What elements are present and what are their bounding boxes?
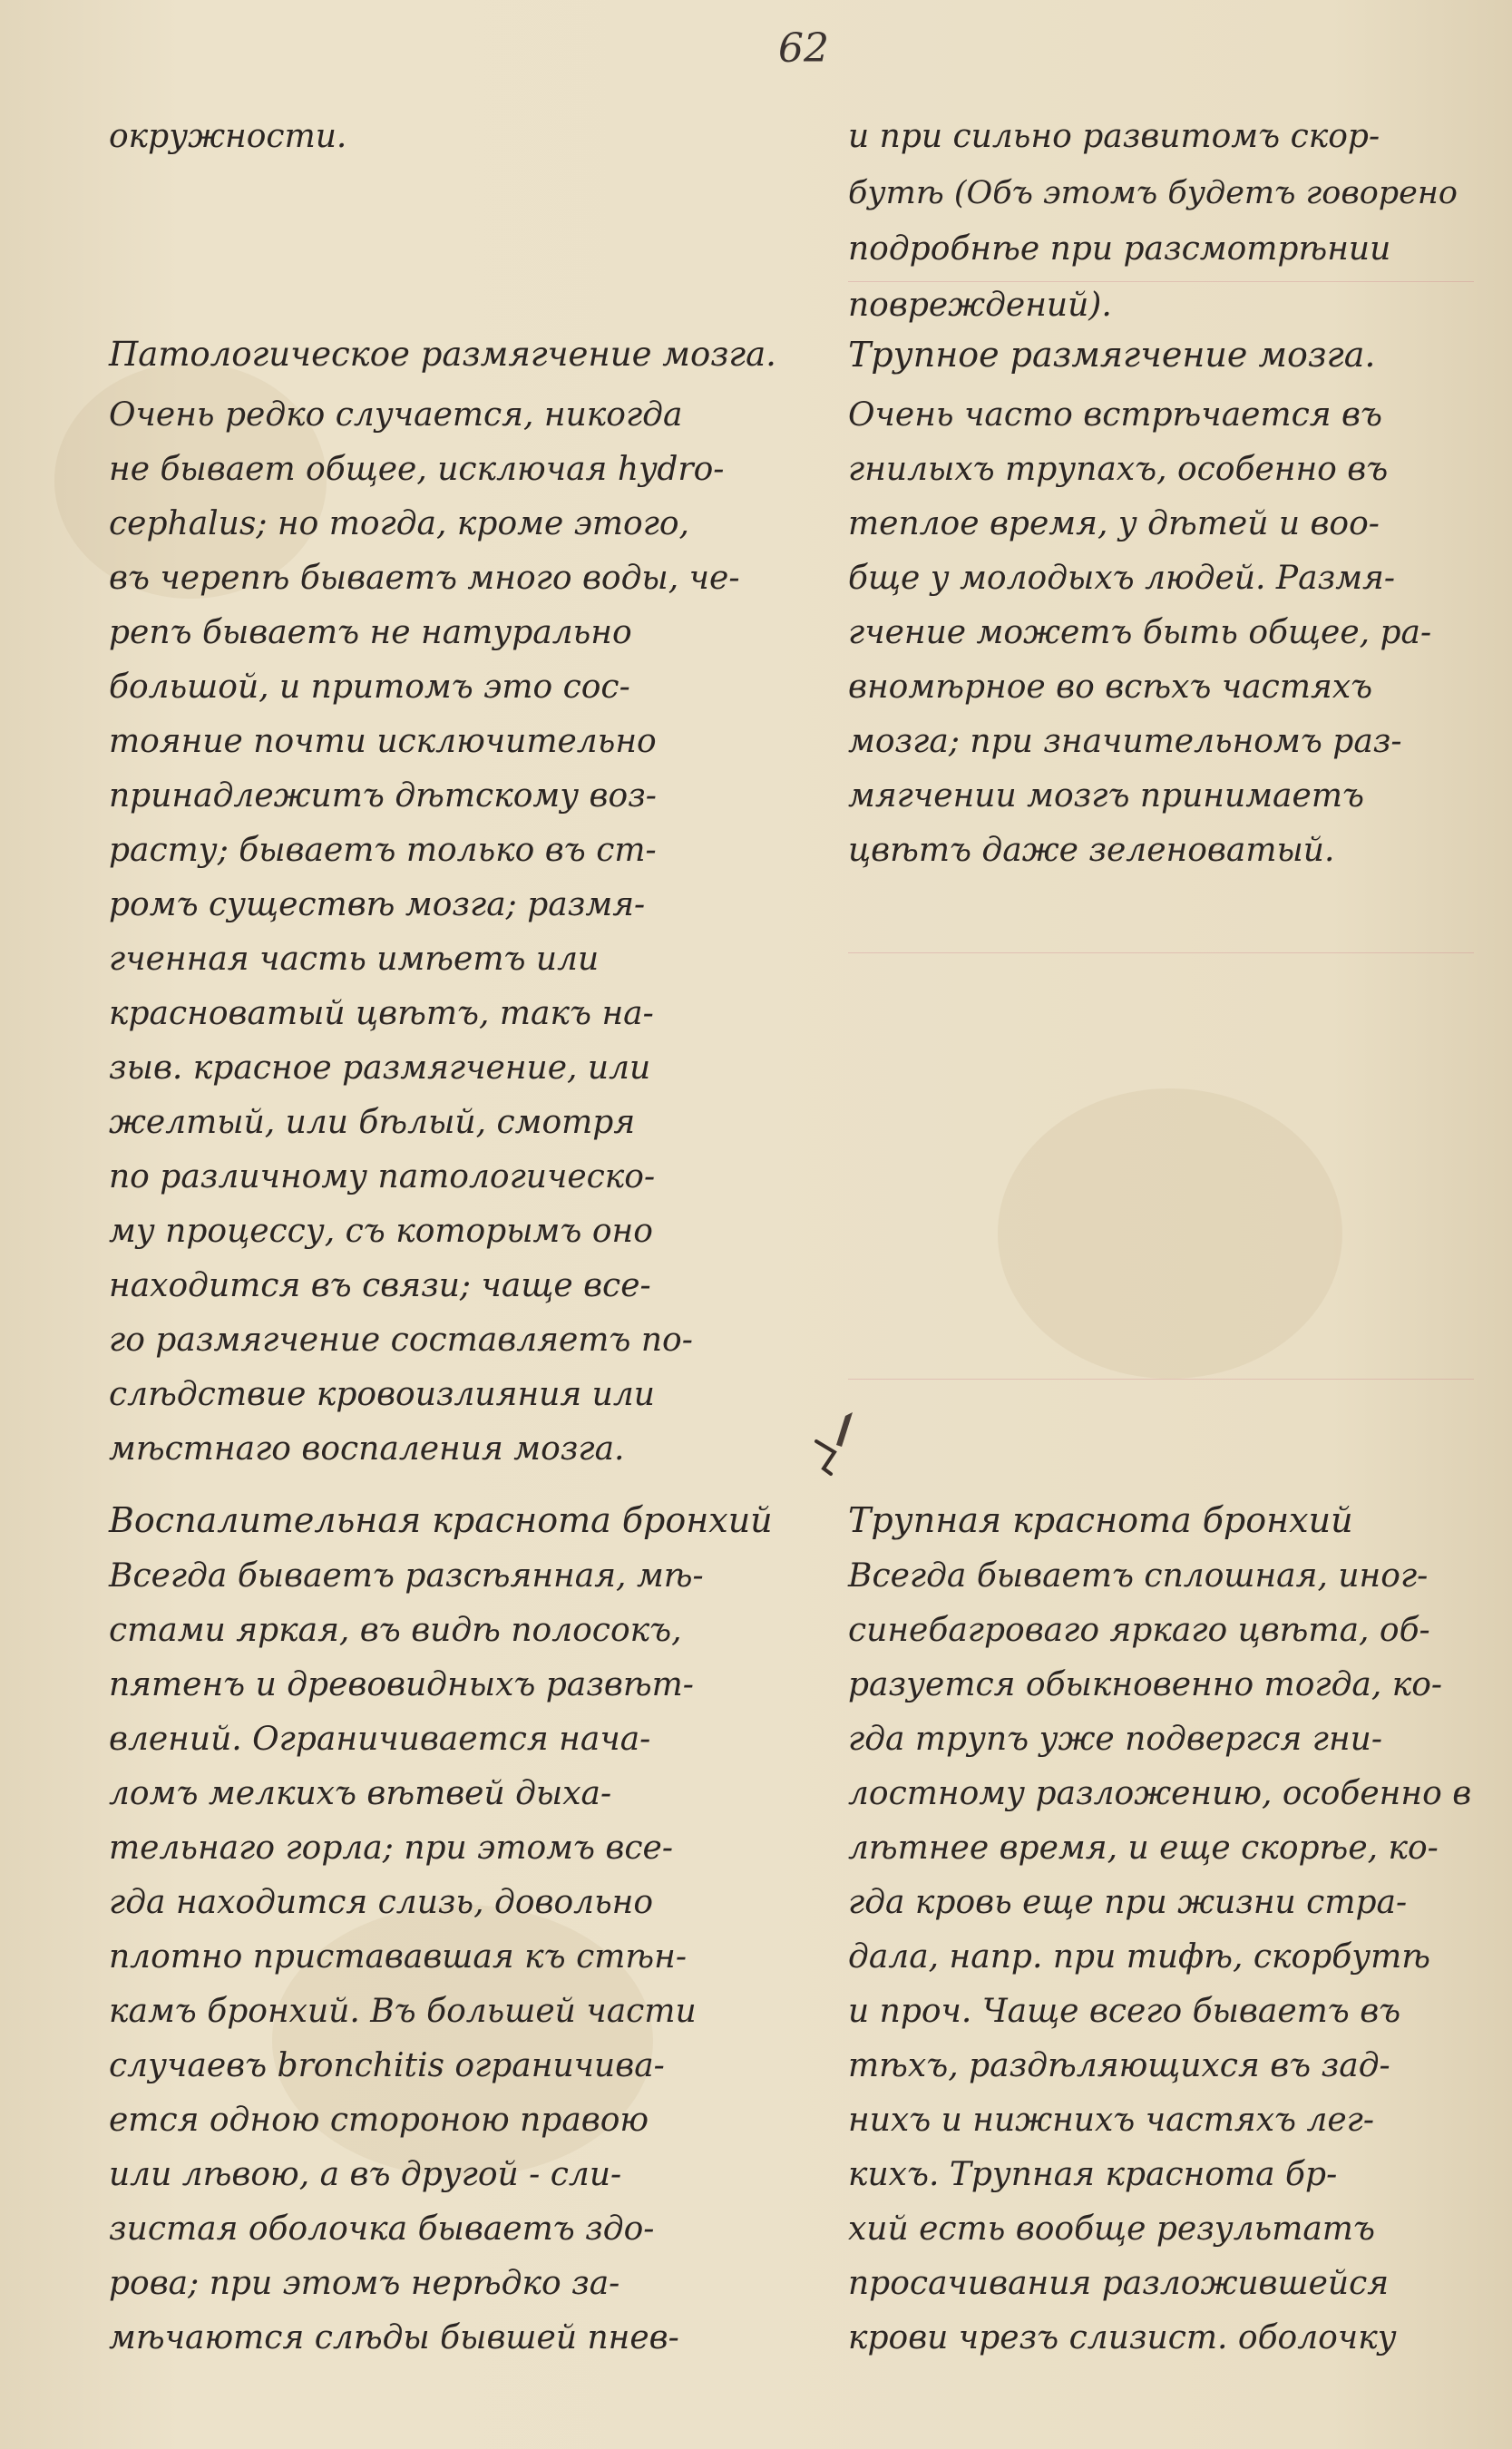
text-line: крови чрезъ слизист. оболочку	[848, 2319, 1397, 2356]
section-heading: Воспалительная краснота бронхий	[109, 1500, 773, 1540]
text-line: ется одною стороною правою	[109, 2102, 649, 2139]
text-line: въ черепѣ бываетъ много воды, че-	[109, 560, 740, 597]
text-line: большой, и притомъ это сос-	[109, 668, 630, 706]
text-line: тѣхъ, раздѣляющихся въ зад-	[848, 2047, 1390, 2084]
text-line: лѣтнее время, и еще скорѣе, ко-	[848, 1829, 1439, 1867]
text-line: синебагроваго яркаго цвѣта, об-	[848, 1612, 1430, 1649]
text-line: слѣдствие кровоизлияния или	[109, 1376, 655, 1413]
text-line: мѣстнаго воспаления мозга.	[109, 1430, 625, 1468]
text-line: камъ бронхий. Въ большей части	[109, 1993, 697, 2030]
text-line: тояние почти исключительно	[109, 723, 657, 760]
margin-quill-mark	[811, 1410, 874, 1483]
text-line: гда трупъ уже подвергся гни-	[848, 1721, 1383, 1758]
text-line: кихъ. Трупная краснота бр-	[848, 2156, 1338, 2193]
text-line: стами яркая, въ видѣ полосокъ,	[109, 1612, 682, 1649]
text-line: Очень редко случается, никогда	[109, 396, 683, 434]
section-heading: Трупная краснота бронхий	[848, 1500, 1353, 1540]
section-heading: Трупное размягчение мозга.	[848, 335, 1376, 375]
text-line: плотно пристававшая къ стѣн-	[109, 1938, 688, 1976]
text-line: или лѣвою, а въ другой - сли-	[109, 2156, 622, 2193]
text-line: Очень часто встрѣчается въ	[848, 396, 1382, 434]
text-line: повреждений).	[848, 287, 1112, 324]
text-line: и проч. Чаще всего бываетъ въ	[848, 1993, 1401, 2030]
text-line: зыв. красное размягчение, или	[109, 1049, 651, 1087]
text-line: репъ бываетъ не натурально	[109, 614, 632, 651]
text-line: цвѣтъ даже зеленоватый.	[848, 832, 1335, 869]
text-line: просачивания разложившейся	[848, 2265, 1390, 2302]
text-line: гченная часть имѣетъ или	[109, 941, 600, 978]
text-line: бутѣ (Объ этомъ будетъ говорено	[848, 175, 1458, 211]
text-line: гнилыхъ трупахъ, особенно въ	[848, 451, 1389, 488]
text-line: мозга; при значительномъ раз-	[848, 723, 1402, 760]
text-line: красноватый цвѣтъ, такъ на-	[109, 995, 654, 1032]
text-line: cephalus; но тогда, кроме этого,	[109, 505, 690, 542]
text-line: гда кровь еще при жизни стра-	[848, 1884, 1408, 1921]
text-line: находится въ связи; чаще все-	[109, 1267, 651, 1304]
text-line: и при сильно развитомъ скор-	[848, 118, 1380, 155]
text-line: подробнѣе при разсмотрѣнии	[848, 230, 1391, 268]
page-number: 62	[778, 25, 829, 72]
text-line: влений. Ограничивается нача-	[109, 1721, 651, 1758]
text-line: гда находится слизь, довольно	[109, 1884, 654, 1921]
text-line: по различному патологическо-	[109, 1158, 656, 1195]
text-line: вномѣрное во всѣхъ частяхъ	[848, 668, 1373, 706]
text-line: нихъ и нижнихъ частяхъ лег-	[848, 2102, 1375, 2139]
text-line: рова; при этомъ нерѣдко за-	[109, 2265, 620, 2302]
text-line: пятенъ и древовидныхъ развѣт-	[109, 1666, 694, 1703]
text-line: ломъ мелкихъ вѣтвей дыха-	[109, 1775, 612, 1812]
text-line: му процессу, съ которымъ оно	[109, 1213, 653, 1250]
text-line: расту; бываетъ только въ ст-	[109, 832, 657, 869]
text-line: Всегда бываетъ сплошная, иног-	[848, 1557, 1429, 1595]
text-line: Всегда бываетъ разсѣянная, мѣ-	[109, 1557, 704, 1595]
text-line: дала, напр. при тифѣ, скорбутѣ	[848, 1938, 1430, 1976]
text-line: принадлежитъ дѣтскому воз-	[109, 777, 657, 815]
text-line: теплое время, у дѣтей и воо-	[848, 505, 1380, 542]
text-line: мѣчаются слѣды бывшей пнев-	[109, 2319, 679, 2356]
text-line: не бывает общее, исключая hydro-	[109, 451, 725, 488]
text-line: случаевъ bronchitis ограничива-	[109, 2047, 665, 2084]
text-line: го размягчение составляетъ по-	[109, 1322, 693, 1359]
text-line: лостному разложению, особенно в	[848, 1775, 1472, 1812]
text-line: гчение можетъ быть общее, ра-	[848, 614, 1432, 651]
text-line: тельнаго горла; при этомъ все-	[109, 1829, 674, 1867]
section-heading: Патологическое размягчение мозга.	[109, 335, 776, 374]
text-line: окружности.	[109, 118, 347, 155]
text-line: ромъ существѣ мозга; размя-	[109, 886, 646, 923]
text-line: разуется обыкновенно тогда, ко-	[848, 1666, 1443, 1703]
text-line: бще у молодыхъ людей. Размя-	[848, 560, 1396, 597]
text-line: мягчении мозгъ принимаетъ	[848, 777, 1364, 815]
text-line: зистая оболочка бываетъ здо-	[109, 2210, 655, 2248]
text-line: хий есть вообще результатъ	[848, 2210, 1375, 2248]
text-line: желтый, или бѣлый, смотря	[109, 1104, 636, 1141]
